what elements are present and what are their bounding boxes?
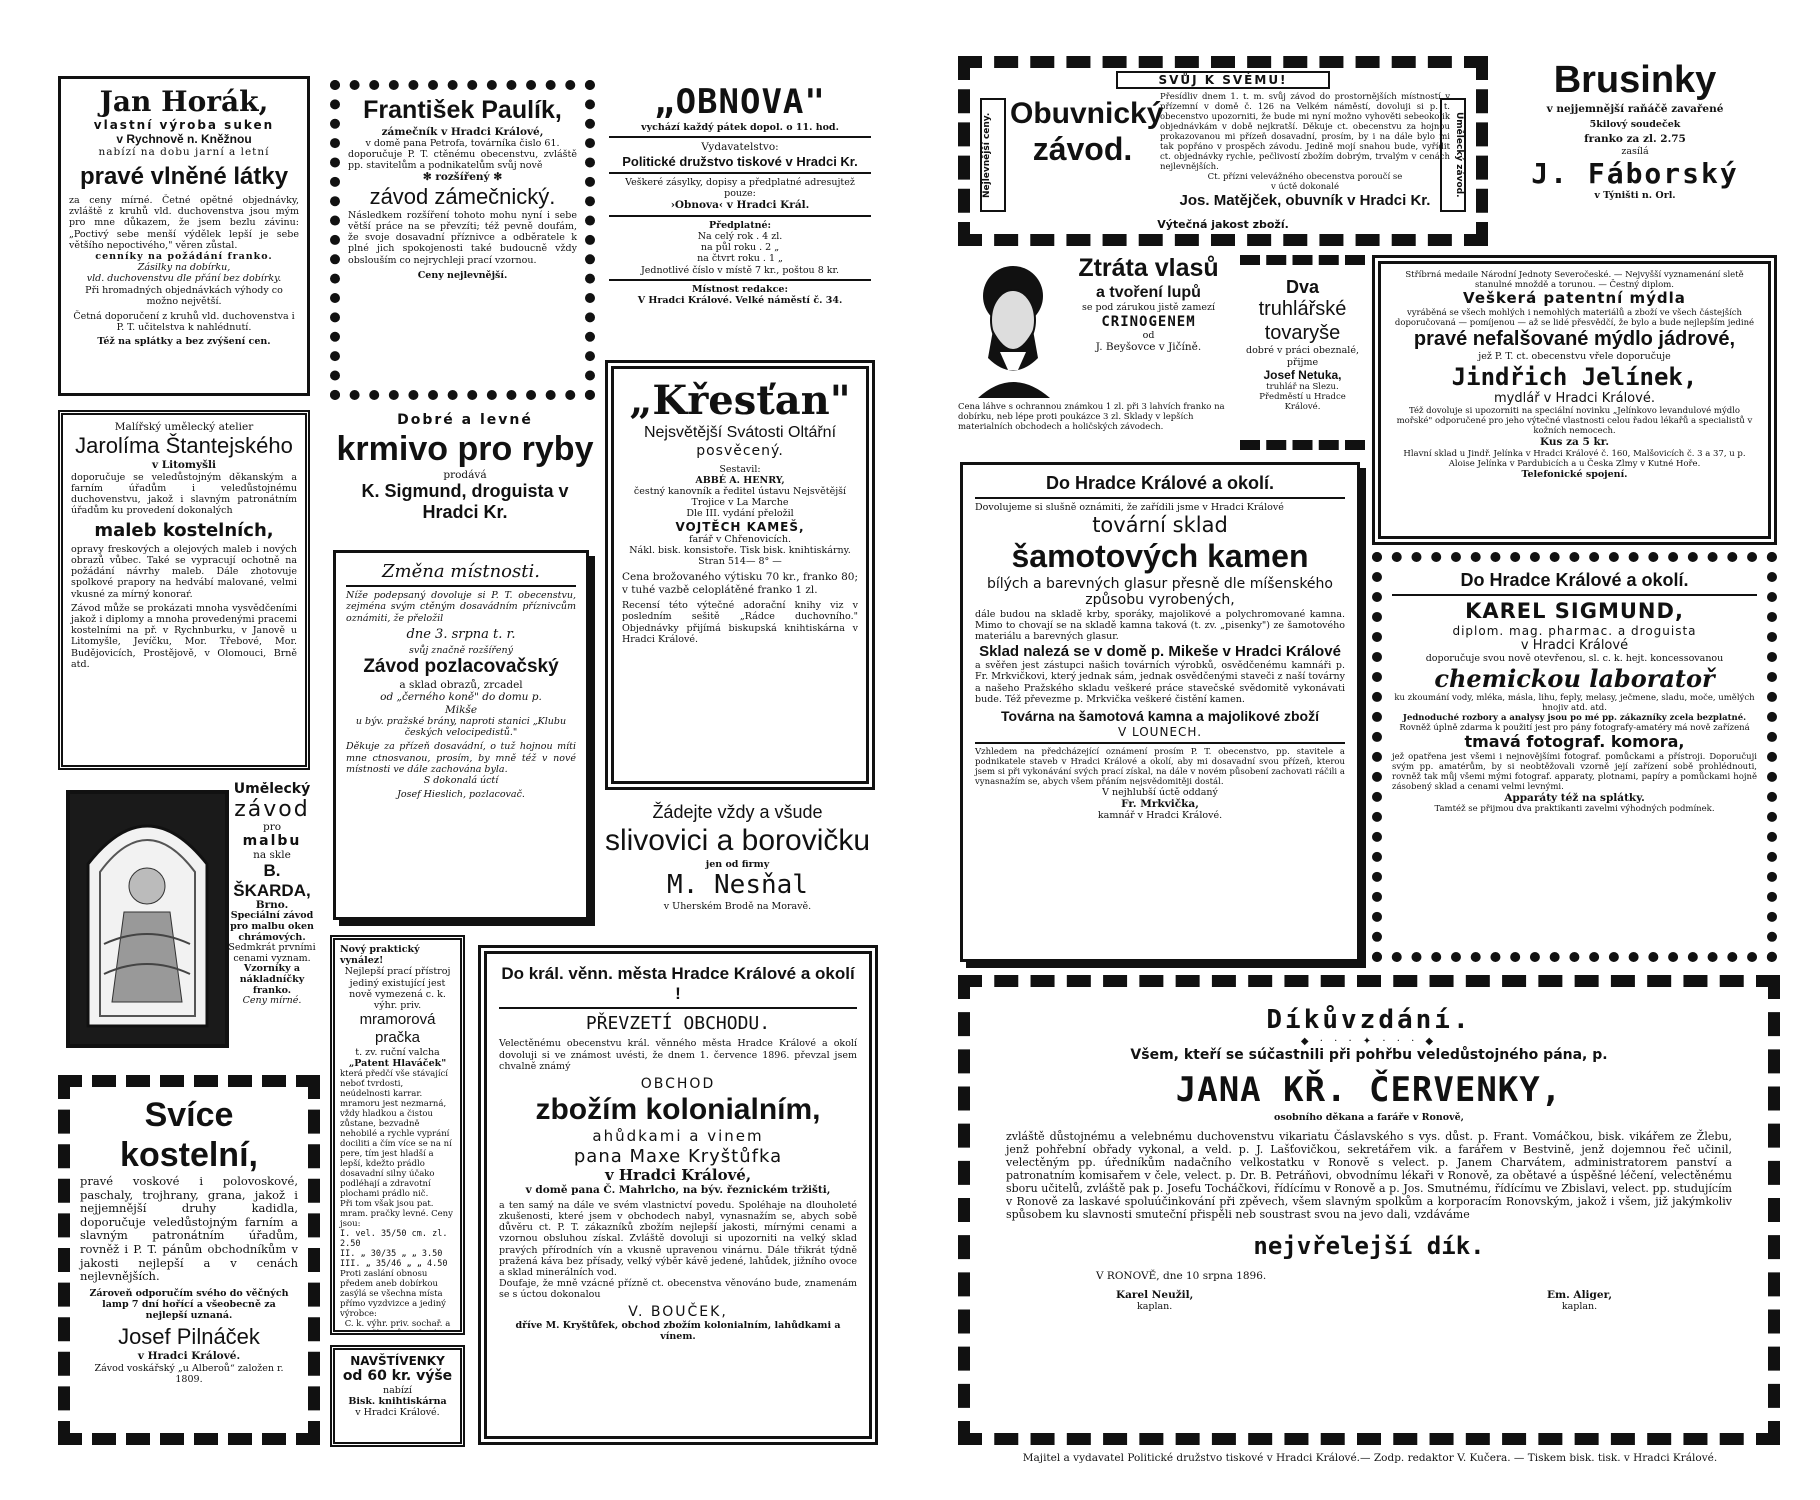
ad-text: VOJTĚCH KAMEŠ,	[675, 519, 805, 534]
ad-body: Vzhledem na předcházející oznámení prosím P. T. obecenstvo, pp. stavitele a podnikatele staveb v Hradci Králové a okolí, aby mi dosavadní svou přízeň, kterou jsem si při vykonávání svých prací získal, na dále v novém působení zachovati ráčili a vynasnažím se, abych všem přáním nejsvědomitěji dostál.	[975, 746, 1345, 787]
ad-body: Recensí této výtečné adorační knihy viz v posledním sešitě „Rádce duchovního." Objednávky přijímá biskupská knihtiskárna v Hradci Králové.	[622, 600, 858, 645]
ad-text: mydlář v Hradci Králové.	[1494, 390, 1655, 406]
ad-title: M. Nesňal	[667, 869, 808, 900]
ad-text: v Hradci Králové.	[137, 1350, 241, 1363]
ad-svice	[58, 1075, 320, 1445]
ad-headline: Obuvnický	[1010, 97, 1164, 130]
ad-title: Do Hradce Králové a okolí.	[1460, 570, 1689, 590]
ad-body: Závod může se prokázati mnoha vysvědčeními jakož i diplomy a mnoha provedenými pracemi kostelními na př. v Rychnburku, v Janově u Litomyšle, Jevíčku, Mor. Třebové, Mor. Budějovicích, Prostějově, v Olomouci, Brně atd.	[71, 602, 297, 670]
ad-ztrata	[958, 252, 1233, 452]
ad-body: vyráběná se všech mohlých i nemohlých materiálů a zboží ve všech částejších doporučovaná — pomíjenou — až se lidé přesvědčí, že bylo a bude nejlepším jediné	[1394, 307, 1755, 328]
ad-text: v Uherském Brodě na Moravě.	[663, 900, 812, 912]
ad-text: Zároveň odporučím svého do věčných lamp 7 dní hořící a všeobecně za nejlepší uznaná.	[89, 1287, 289, 1322]
ad-text: a tvoření lupů	[1096, 283, 1201, 301]
ad-text: ›Obnova‹ v Hradci Král.	[670, 199, 810, 212]
ad-text: ahůdkami a vinem	[592, 1126, 764, 1145]
ad-footer: Výtečná jakost zboží.	[1157, 218, 1289, 232]
ad-brusinky	[1500, 56, 1770, 246]
ad-side-label: Nejlevnější ceny.	[980, 98, 1006, 212]
ad-signature: V. BOUČEK,	[628, 1303, 728, 1320]
ad-text: Mikše	[444, 703, 478, 716]
ad-body: která předčí vše stávající neboť tvrdosti, neúdelnosti karrar. mramoru jest nezmarná, vždy hladkou a čistou zůstane, bezvadně nehobilé a rychle vyprání dociliti a čím více se na ní pere, tím jest hladší a lepší, kdežto prádlo dosavadní silny účako podléhají a zdravotní plochami prádlo nič.	[340, 1069, 452, 1200]
ad-title: B. ŠKARDA,	[233, 861, 311, 900]
ad-price-line: III. „ 35/46 „ „ 4.50	[340, 1259, 448, 1270]
ad-body: a svěřen jest zástupci našich továrních výrobků, osvědčenému kamnáři p. Fr. Mrkvičkovi, který jednak sám, jednak osvědčenými staveči z naší továrny a našeho Pražského skladu veškeré práce stavečské svědomitě vykonávati bude. Též převezme p. Mrkvička veškeré čistění kamen.	[975, 660, 1345, 705]
ad-sigmund	[1372, 552, 1777, 962]
ad-text: Malířský umělecký atelier	[114, 421, 254, 433]
ad-title: J. Fáborský	[1531, 156, 1739, 190]
ad-headline: závod.	[1032, 131, 1133, 168]
ad-text: dobré v práci obeznalé,	[1245, 345, 1359, 357]
ad-text: v Hradci Králové	[1520, 638, 1629, 654]
ad-prevzeti	[478, 945, 878, 1445]
ad-signature: Josef Hieslich, pozlacovač.	[397, 789, 525, 801]
ad-text: v úctě dokonalé	[1270, 182, 1339, 193]
colophon: Majitel a vydavatel Politické družstvo tiskové v Hradci Králové.— Zodp. redaktor V. Kučera. — Tiskem bisk. tisk. v Hradci Králové.	[1022, 1452, 1718, 1464]
ad-text: Žádejte vždy a všude	[652, 802, 823, 822]
ad-body: pravé voskové i polovoskové, paschaly, trojhrany, grana, jakož i nejjemnější druhy kadidla, doporučuje veledůstojným farním a slavným patronátním úřadům, rovněž i P. T. pánům obchodníkům v jakosti nejlepší a v cenách nejlevnějších.	[80, 1174, 298, 1284]
ad-signature: Em. Aliger,	[1547, 1288, 1612, 1301]
stained-glass-image	[66, 790, 229, 1048]
ad-text: malbu	[242, 833, 302, 850]
ad-title: Do Hradce Králové a okolí.	[1045, 473, 1275, 493]
ad-text: 5kilový soudeček	[1589, 119, 1681, 131]
ad-title: Jarolíma Štantejského	[75, 433, 293, 459]
ad-text: OBCHOD	[640, 1075, 716, 1092]
ad-text: farář v Chřenovicích.	[689, 533, 791, 545]
ad-text: V nejhlubší úctě oddaný	[1102, 786, 1218, 798]
ad-headline: mramorová pračka	[359, 1011, 436, 1046]
ad-body: Hlavní sklad u Jindř. Jelínka v Hradci Králové č. 160, Malšovicích č. 3 a 37, u p. Aloise Jelínka v Pardubicích a u Česka Zlmy v Kutné Hoře.	[1403, 448, 1746, 469]
ad-headline: maleb kostelních,	[94, 519, 274, 541]
ad-headline: Svíce kostelní,	[120, 1096, 258, 1175]
ad-text: Brno.	[255, 898, 289, 911]
ad-tovaryse	[1240, 255, 1365, 450]
ad-title: Jan Horák,	[99, 85, 269, 118]
ad-headline: šamotových kamen	[1011, 538, 1309, 575]
ad-body: Dovolujeme si slušně oznámiti, že zařídili jsme v Hradci Králové	[975, 502, 1284, 514]
ad-body: opravy freskových a olejových maleb i nových obrazů vůbec. Také se vypracují ochotně na požádání návrhy maleb. Dále zhotovuje spolkové prapory na hedvábí malované, velmi vkusné za mírný konoraŕ.	[71, 543, 297, 600]
ad-text: dne 3. srpna t. r.	[406, 626, 516, 642]
ad-text: na skle	[253, 848, 291, 861]
ad-text: vychází každý pátek dopol. o 11. hod.	[641, 122, 839, 134]
ad-text: V RONOVĚ, dne 10 srpna 1896.	[1096, 1270, 1267, 1283]
ad-text: Kus za 5 kr.	[1540, 436, 1609, 449]
ad-body: Děkuje za přízeň dosavádní, o tuž hojnou míti mne ctnosvanou, prosím, by mně též v nové místnosti ve dále zachována byla.	[346, 741, 576, 775]
ad-text: posvěcený.	[696, 443, 784, 460]
ad-horak	[58, 76, 310, 396]
ad-text: v Litomyšli	[151, 459, 217, 472]
ad-krmivo	[330, 408, 600, 533]
ad-text: truhlář na Slezu. Předměstí u Hradce Králové.	[1259, 381, 1346, 413]
ad-text: nabízí na dobu jarní a letní	[98, 146, 270, 159]
ad-text: vld. duchovenstvu dle přání bez dobírky.	[86, 273, 282, 285]
ad-title: NAVŠTÍVENKY	[350, 1354, 445, 1368]
ad-text: Stran 514— 8° —	[698, 556, 782, 568]
ad-headline: zbožím kolonialním,	[535, 1093, 821, 1127]
ornament: ◆ · · · ✦ · · · ◆	[1300, 1035, 1438, 1047]
ad-slivovice	[600, 798, 875, 933]
ad-title: Díkůvzdání.	[1266, 1005, 1472, 1035]
ad-body: zvláště důstojnému a velebnému duchovenstvu vikariatu Čáslavského s vys. důst. p. Frant. Vomáčkou, bisk. vikářem ze Žlebu, jenž pohřební obřady vykonal, a veld. p. J. Lašťovičkou, sekretářem vik. a farářem v Bestvině, jenž dojemnou řeč učinil, velectěným pp. úředníkům nadačního velkostatku v Ronově s velect. p. Janem Charvátem, administratorem panství a patronatním komisařem v čele, velect. p. Dr. B. Petráňovi, obvodnímu lékaři v Ronově, za obětavé a úspěšné léčení, velectěnému sboru učitelů, zvláště pak p. Josefu Tocháčkovi, řídícímu v Ronově a p. Jos. Smutnému, řídícímu ve Zbislavi, velect. pp. studujícím v Ronově za laskavé spoluúčinkování při zpěvech, všem slavným spolkům a korporacím Ronovským, jakož i všem, již jakýmkoliv spůsobem ku slavnosti smuteční přispěli neb soustrast svou na jevo dali, vzdáváme	[1006, 1130, 1732, 1222]
ad-text: K. Sigmund, droguista v Hradci Kr.	[361, 481, 569, 523]
ad-text: Stříbrná medaile Národní Jednoty Severočeské. — Nejvyšší vyznamenání sletě stanulné množdě a torunou. — Čestný diplom.	[1405, 270, 1744, 291]
ad-title: CRINOGENEM	[1101, 313, 1196, 330]
ad-matejcek	[958, 56, 1488, 246]
ad-body: Doufaje, že mně vzácné přízně ct. obecenstva věnováno bude, znamenám se s úctou dokonalou	[499, 1278, 857, 1301]
ad-side-label: Umělecký závod.	[1440, 98, 1466, 212]
ad-body: Nejlepší prací přístroj jediný existující jest nově vymezená c. k. výhr. priv.	[344, 966, 451, 1012]
ad-text: Veškeré zásylky, dopisy a předplatné adresujtež pouze:	[625, 177, 855, 200]
ad-stantejsky	[58, 410, 310, 770]
ad-text: bílých a barevných glasur přesně dle míšenského způsobu vyrobených,	[986, 575, 1333, 609]
ad-text: a sklad obrazů, zrcadel	[399, 678, 523, 691]
ad-headline: Veškerá patentní mýdla	[1463, 289, 1686, 308]
ad-banner: SVŮJ K SVÉMU!	[1116, 71, 1329, 89]
ad-body: Cena láhve s ochrannou známkou 1 zl. při 3 lahvích franko na dobírku, neb lépe proti poukázce 3 zl. Sklady v lepších materialních obchodech a holičských závodech.	[958, 402, 1225, 433]
ad-text: kaplan.	[1561, 1301, 1598, 1313]
ad-jelinek	[1372, 255, 1777, 545]
ad-text: C. k. výhr. priv. sochař. a umělo průmyslový	[344, 1319, 451, 1335]
ad-text: Rovněž úplně zdarma k použití jest pro pány fotografy-amatéry má nově zařízená	[1399, 723, 1750, 734]
ad-text: Bisk. knihtiskárna	[348, 1395, 447, 1407]
ad-text: tovární sklad	[1092, 513, 1228, 538]
ad-text: Tamtéž se přijmou dva praktikanti zavelmi výhodných podmínek.	[1434, 804, 1715, 815]
ad-text: se pod zárukou jistě zamezí	[1081, 302, 1216, 314]
ad-headline: truhlářské	[1258, 298, 1347, 321]
ad-text: v Hradci Králové.	[355, 1407, 440, 1419]
ad-text: „Patent Hlaváček"	[348, 1057, 447, 1069]
ad-text: nabízí	[383, 1384, 412, 1396]
ad-title: „OBNOVA"	[654, 82, 826, 122]
ad-text: cenníky na požádání franko.	[95, 251, 273, 263]
ad-text: jen od firmy	[705, 858, 770, 870]
ad-text: na půl roku . 2 „	[700, 242, 780, 254]
ad-text: Též na splátky a bez zvýšení cen.	[97, 336, 271, 348]
ad-text: Četná doporučení z kruhů vld. duchovenstva i P. T. učitelstva k nahlédnutí.	[73, 311, 295, 334]
ad-text: Politické družstvo tiskové v Hradci Kr.	[622, 153, 858, 169]
ad-text: závod	[234, 796, 310, 822]
ad-text: S dokonalá úctí	[423, 774, 499, 786]
ad-title: Do král. věnn. města Hradce Králové a okolí !	[501, 964, 855, 1004]
ad-krestan	[605, 360, 875, 790]
ad-text: Místnost redakce:	[692, 283, 788, 295]
ad-text: t. zv. ruční valcha	[355, 1046, 440, 1058]
ad-text: Vzorníky a nákladníčky franko.	[239, 963, 305, 996]
ad-text: v Rychnově n. Kněžnou	[116, 132, 252, 147]
ad-text: Nový praktický vynález!	[340, 944, 420, 967]
ad-headline: pravé nefalšované mýdlo jádrové,	[1413, 327, 1736, 350]
ad-text: J. Beyšovce v Jičíně.	[1095, 341, 1202, 354]
ad-title: Změna místnosti.	[382, 561, 540, 582]
ad-headline: závod zámečnický.	[369, 183, 556, 209]
ad-text: Na celý rok . 4 zl.	[697, 231, 783, 242]
ad-signature: Karel Neužil,	[1116, 1288, 1194, 1301]
ad-text: v domě pana Č. Mahrlcho, na býv. řeznickém tržišti,	[525, 1184, 831, 1197]
ad-title: Josef Netuka,	[1263, 367, 1342, 382]
ad-text: Nákl. bisk. konsistoře. Tisk bisk. knihtiskárny.	[629, 544, 851, 556]
ad-body: jež opatřena jest všemi i nejnovějšími fotograf. pomůckami a přístroji. Doporučuji svým pp. amatérům, by si neobtěžovali vzorně její zařízení sobě prohlédnouti, rovněž tak můj všemi mými fotograf. apparaty, plotnami, papíry a pomůckami hojně zásobený sklad a cenami velmi levnými.	[1392, 751, 1757, 792]
ad-text: od „černého koně" do domu p.	[380, 691, 542, 704]
ad-text: svůj značně rozšířený	[408, 645, 514, 657]
ad-text: na čtvrt roku . 1 „	[697, 253, 783, 265]
ad-title: Josef Pilnáček	[118, 1324, 260, 1350]
ad-text: Sklad nalezá se v domě p. Mikeše v Hradci Králové	[979, 642, 1341, 660]
ad-text: Při tom však jsou pat. mram. pračky levné. Ceny jsou:	[340, 1199, 453, 1230]
ad-body: Cena brožovaného výtisku 70 kr., franko 80; v tuhé vazbě celoplátěné franko 1 zl.	[622, 571, 858, 596]
ad-text: zasílá	[1621, 145, 1649, 157]
ad-headline: pravé vlněné látky	[79, 162, 289, 190]
ad-headline: JANA KŘ. ČERVENKY,	[1175, 1069, 1563, 1110]
ad-text: Nejsvětější Svátosti Oltářní	[643, 424, 837, 442]
ad-body: Velectěnému obecenstvu král. věnného města Hradce Králové a okolí dovoluji si ve známost uvésti, že dnem 1. července 1896. převzal jsem chvalně známý	[499, 1038, 857, 1072]
ad-body: Též dovoluje si upozorniti na speciální novinku „Jelínkovo levandulové mýdlo mořské" odporučené pro jeho výtečné vlastnosti celou řadou lékařů a specialistů v kožních nemocech.	[1396, 406, 1753, 437]
ad-text: zámečník v Hradci Králové,	[381, 125, 544, 138]
stained-glass-icon	[74, 794, 221, 1036]
ad-text: V LOUNECH.	[1117, 724, 1203, 739]
ad-text: v domě pana Petrofa, továrníka čislo 61.	[365, 137, 560, 149]
ad-text: v Týništi n. Orl.	[1594, 190, 1676, 202]
ad-title: František Paulík,	[363, 96, 562, 124]
ad-text: od	[1142, 330, 1155, 342]
ad-text: u býv. pražské brány, naproti stanici „Klubu českých velocipedistů."	[355, 715, 567, 739]
ad-text: Ct. přízni velevážného obecenstva poroučí se	[1207, 172, 1403, 183]
ad-text: kaplan.	[1136, 1301, 1173, 1313]
ad-text: diplom. mag. pharmac. a droguista	[1452, 624, 1697, 638]
ad-body: doporučuje se veledůstojným děkanským a farním úřadům i veledůstojnému duchovenstvu, jakož i slavným patronátním úřadům ku provedení dokonalých	[71, 471, 297, 517]
ad-text: Sedmkrát prvními cenami vyznam.	[228, 942, 316, 964]
ad-body: a ten samý na dále ve svém vlastnictví povedu. Spoléhaje na dlouholeté zkušenosti, které jsem v obchodech nabyl, vynasnažím se, abych sobě důvěru ct. P. T. zákazníků zbožím nejlepší jakosti, mírnými cenami a vzornou obsluhou získal. Zvláště dovoluji si upozorniti na velký sklad pravých přírodních vín a vkusně upravenou vinárnu. Dále třikrát týdně pražená káva bez přísady, velký výběr kávě jedené, lahůdek, jižního ovoce a sklad minerálních vod.	[499, 1199, 857, 1279]
ad-price-line: II. „ 30/35 „ „ 3.50	[340, 1249, 443, 1260]
ad-text: Dva	[1285, 277, 1320, 297]
ad-headline: chemickou laboratoř	[1434, 663, 1715, 693]
ad-body: Níže podepsaný dovoluje si P. T. obecenstvu, zejména svým ctěným dosavádním příznivcům oznámiti, že přeložil	[346, 590, 576, 624]
ad-mrkvicka	[960, 462, 1360, 962]
ad-body: Proti zaslání obnosu předem aneb dobírkou zasýlá se všechna místa přímo vyzdvizce a jediný výrobce:	[340, 1269, 446, 1320]
ad-headline: Ztráta vlasů	[1078, 254, 1219, 282]
ad-dikuvzdani	[958, 975, 1780, 1445]
ad-headline: Závod pozlacovačský	[363, 656, 559, 678]
ad-headline: slivovici a borovičku	[604, 824, 871, 858]
ad-text: pro	[262, 821, 282, 834]
ad-headline: PŘEVZETÍ OBCHODU.	[585, 1013, 771, 1035]
ad-body: Následkem rozšíření tohoto mohu nyní i sebe větší práce na se převzíti; též pevně doufám, že svoje dosavadní příznivce a odběratele k plné jich spokojenosti také budoucně vždy obslouším co nejrychleji prací vzornou.	[348, 209, 577, 266]
ad-paulik	[330, 80, 595, 400]
ad-text: ABBÉ A. HENRY,	[695, 474, 785, 486]
ad-text: Zásilky na dobírku,	[137, 262, 231, 274]
ad-obnova	[605, 80, 875, 355]
ad-zmena	[333, 550, 589, 920]
ad-text: Dobré a levné	[397, 412, 533, 428]
ad-text: pana Maxe Kryštůfka	[573, 1145, 783, 1167]
ad-text: přijme	[1286, 356, 1319, 368]
ad-title: „Křesťan"	[629, 377, 851, 424]
ad-headline: nejvřelejší dík.	[1253, 1232, 1485, 1261]
ad-text: Předplatné:	[708, 219, 772, 231]
ad-text: Telefonické spojení.	[1521, 468, 1628, 480]
ad-skarda	[58, 782, 320, 1057]
ad-text: Umělecký	[233, 782, 311, 797]
ad-title: KAREL SIGMUND,	[1465, 599, 1684, 624]
ad-text: osobního děkana a faráře v Ronově,	[1274, 1112, 1464, 1124]
ad-text: Ceny nejlevnější.	[417, 269, 508, 281]
ad-text: Ceny mírné.	[242, 995, 302, 1007]
ad-text: Při hromadných objednávkách výhody co možno největší.	[85, 284, 283, 307]
ad-text: dříve M. Kryštůfek, obchod zbožím kolonialním, lahůdkami a vínem.	[515, 1320, 841, 1343]
ad-signature: Fr. Mrkvička,	[1121, 798, 1199, 811]
ad-title: Jindřich Jelínek,	[1451, 362, 1698, 391]
ad-headline: tovaryše	[1264, 321, 1341, 344]
portrait-image	[958, 258, 1063, 398]
ad-body: doporučuje P. T. ctěnému obecenstvu, zvláště pp. stavitelům a podnikatelům svůj nově	[348, 149, 577, 172]
ad-text: jež P. T. ct. obecenstvu vřele doporučuje	[1478, 351, 1671, 363]
ad-text: Jednotlivé číslo v místě 7 kr., poštou 8 kr.	[640, 264, 840, 276]
ad-text: Speciální závod pro malbu oken chrámových.	[230, 910, 314, 943]
ad-text: vlastní výroba suken	[93, 118, 275, 133]
ad-text: Všem, kteří se súčastnili při pohřbu veledůstojného pána, p.	[1130, 1047, 1608, 1064]
ad-body: Přesídliv dnem 1. t. m. svůj závod do prostornějších místností v přízemní v domě č. 126 na Velkém náměstí, dovoluji si p. t. obecenstvo upozorniti, že bude mi nyní možno vyhověti sebeokolik objednávkám v době nejkratší. Děkuje ct. obecenstvu za hojnou prokazovanou mi přízeň dosavadní, prosím, by i na dále bylo mi tak popřáno v prospěch závodu. Jedině mojí snahou bude, vyřídit ct. objednávky rychle, pečlivostí zbožím dobrým, trvalým v cenách nejlevnějších.	[1160, 92, 1450, 173]
ad-text: doporučuje svou nově otevřenou, sl. c. k. hejt. koncessovanou	[1425, 653, 1724, 665]
ad-text: Sestavil:	[719, 463, 761, 475]
ad-text: Jednoduché rozbory a analysy jsou po mé pp. zákazníky zcela bezplatné.	[1402, 713, 1747, 724]
ad-text: Vydavatelstvo:	[701, 141, 779, 154]
ad-headline: tmavá fotograf. komora,	[1464, 732, 1685, 752]
ad-text: Továrna na šamotová kamna a majolikové zboží	[1001, 708, 1319, 725]
ad-text: v nejjemnější raňáčě zavařené	[1546, 102, 1724, 115]
ad-body: za ceny mírné. Četné opětné objednávky, zvláště z kruhů vld. duchovenstva jsou mým pro mne důkazem, že jsem bezlu závinu: „Poctivý sebe menší výdělek lepší je sebe většího nepoctivého," věren zůstal.	[69, 195, 299, 251]
ad-text: franko za zl. 2.75	[1584, 133, 1686, 146]
ad-body: dále budou na skladě krby, sporáky, majolikové a polychromované kamna. Mimo to chovají se na skladě kamna taková (t. zv. „pisenky") ze šamotového materiálu a barevných glasur.	[975, 608, 1345, 643]
portrait-icon	[958, 258, 1063, 398]
ad-headline: krmivo pro ryby	[336, 429, 594, 468]
ad-vynalez	[330, 935, 465, 1335]
ad-text: ✻ rozšířený ✻	[422, 171, 503, 184]
ad-text: Apparáty též na splátky.	[1504, 792, 1645, 804]
ad-signature: Jos. Matějček, obuvník v Hradci Kr.	[1179, 192, 1431, 210]
ad-text: V Hradci Králové. Velké náměstí č. 34.	[637, 295, 843, 307]
ad-text: prodává	[443, 468, 487, 481]
ad-text: čestný kanovník a ředitel ústavu Nejsvětější Trojice v La Marche	[633, 485, 847, 509]
ad-text: od 60 kr. výše	[342, 1368, 453, 1385]
ad-text: v Hradci Králové,	[604, 1165, 752, 1184]
ad-text: kamnář v Hradci Králové.	[1097, 810, 1223, 822]
ad-text: Závod voskářský „u Alberoů“ založen r. 1809.	[94, 1362, 284, 1385]
ad-price-line: I. vel. 35/50 cm. zl. 2.50	[340, 1229, 448, 1250]
ad-text: Dle III. vydání přeložil	[686, 508, 794, 520]
ad-text: ku zkoumání vody, mléka, másla, lihu, feply, melasy, ječmene, sladu, moče, umělých hnojiv atd. atd.	[1394, 693, 1755, 714]
ad-navstivenky	[330, 1345, 465, 1447]
ad-title: Brusinky	[1553, 59, 1717, 101]
